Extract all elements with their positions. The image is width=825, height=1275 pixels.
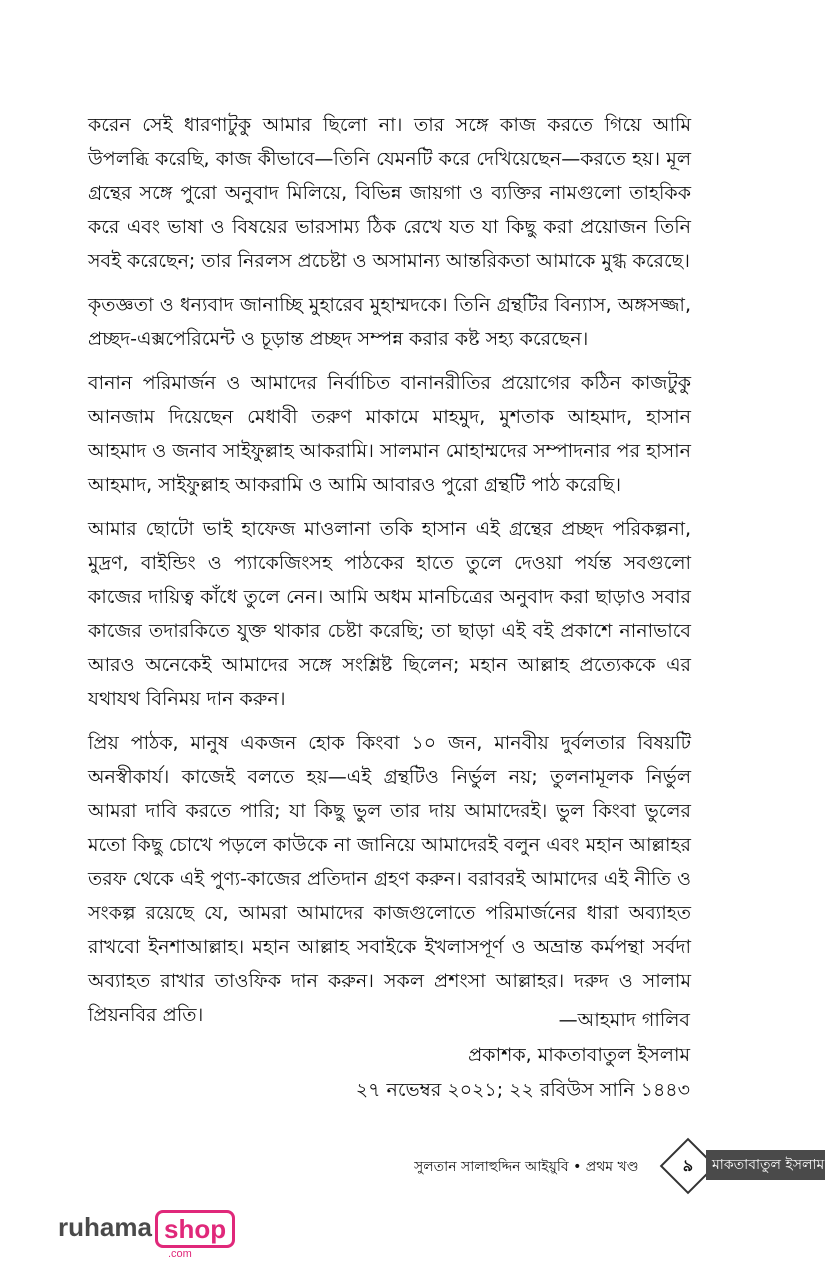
watermark-domain: .com (168, 1248, 192, 1260)
signature-date: ২৭ নভেম্বর ২০২১; ২২ রবিউস সানি ১৪৪৩ (355, 1079, 690, 1101)
watermark-shop: shop (155, 1210, 235, 1248)
body-text (88, 108, 691, 1042)
signature-role: প্রকাশক, মাকতাবাতুল ইসলাম (468, 1044, 690, 1066)
paragraph: করেন সেই ধারণাটুকু আমার ছিলো না। তার সঙ্গে কাজ করতে গিয়ে আমি উপলব্ধি করেছি, কাজ কীভাবে—তিনি যেমনটি করে দেখিয়েছেন—করতে হয়। মূল গ্রন্থের সঙ্গে পুরো অনুবাদ মিলিয়ে, বিভিন্ন জায়গা ও ব্যক্তির নামগুলো তাহকিক করে এবং ভাষা ও বিষয়ের ভারসাম্য ঠিক রেখে যত যা কিছু করা প্রয়োজন তিনি সবই করেছেন; তার নিরলস প্রচেষ্টা ও অসামান্য আন্তরিকতা আমাকে মুগ্ধ করেছে। (88, 114, 691, 272)
watermark-brand: ruhama (58, 1212, 152, 1242)
paragraph: কৃতজ্ঞতা ও ধন্যবাদ জানাচ্ছি মুহারেব মুহাম্মদকে। তিনি গ্রন্থটির বিন্যাস, অঙ্গসজ্জা, প্রচ্ছদ-এক্সপেরিমেন্ট ও চূড়ান্ত প্রচ্ছদ সম্পন্ন করার কষ্ট সহ্য করেছেন। (88, 294, 691, 350)
signature-block (356, 1003, 690, 1108)
page-number: ৯ (682, 1156, 694, 1175)
paragraph: বানান পরিমার্জন ও আমাদের নির্বাচিত বানানরীতির প্রয়োগের কঠিন কাজটুকু আনজাম দিয়েছেন মেধাবী তরুণ মাকামে মাহমুদ, মুশতাক আহমাদ, হাসান আহমাদ ও জনাব সাইফুল্লাহ আকরামি। সালমান মোহাম্মদের সম্পাদনার পর হাসান আহমাদ, সাইফুল্লাহ আকরামি ও আমি আবারও পুরো গ্রন্থটি পাঠ করেছি। (88, 372, 691, 496)
paragraph: প্রিয় পাঠক, মানুষ একজন হোক কিংবা ১০ জন, মানবীয় দুর্বলতার বিষয়টি অনস্বীকার্য। কাজেই বলতে হয়—এই গ্রন্থটিও নির্ভুল নয়; তুলনামূলক নির্ভুল আমরা দাবি করতে পারি; যা কিছু ভুল তার দায় আমাদেরই। ভুল কিংবা ভুলের মতো কিছু চোখে পড়লে কাউকে না জানিয়ে আমাদেরই বলুন এবং মহান আল্লাহর তরফ থেকে এই পুণ্য-কাজের প্রতিদান গ্রহণ করুন। বরাবরই আমাদের এই নীতি ও সংকল্প রয়েছে যে, আমরা আমাদের কাজগুলোতে পরিমার্জনের ধারা অব্যাহত রাখবো ইনশাআল্লাহ। মহান আল্লাহ সবাইকে ইখলাসপূর্ণ ও অভ্রান্ত কর্মপন্থা সর্বদা অব্যাহত রাখার তাওফিক দান করুন। সকল প্রশংসা আল্লাহর। দরুদ ও সালাম প্রিয়নবির প্রতি। (88, 732, 691, 1026)
publisher-band: মাকতাবাতুল ইসলাম (706, 1150, 825, 1180)
signature-name: —আহমাদ গালিব (558, 1009, 690, 1031)
paragraph: আমার ছোটো ভাই হাফেজ মাওলানা তকি হাসান এই গ্রন্থের প্রচ্ছদ পরিকল্পনা, মুদ্রণ, বাইন্ডিং ও প্যাকেজিংসহ পাঠকের হাতে তুলে দেওয়া পর্যন্ত সবগুলো কাজের দায়িত্ব কাঁধে তুলে নেন। আমি অধম মানচিত্রের অনুবাদ করা ছাড়াও সবার কাজের তদারকিতে যুক্ত থাকার চেষ্টা করেছি; তা ছাড়া এই বই প্রকাশে নানাভাবে আরও অনেকেই আমাদের সঙ্গে সংশ্লিষ্ট ছিলেন; মহান আল্লাহ প্রত্যেককে এর যথাযথ বিনিময় দান করুন। (88, 518, 691, 710)
ruhamashop-watermark-logo (58, 1210, 228, 1260)
running-footer-title: সুলতান সালাহুদ্দিন আইয়ুবি • প্রথম খণ্ড (414, 1159, 639, 1175)
